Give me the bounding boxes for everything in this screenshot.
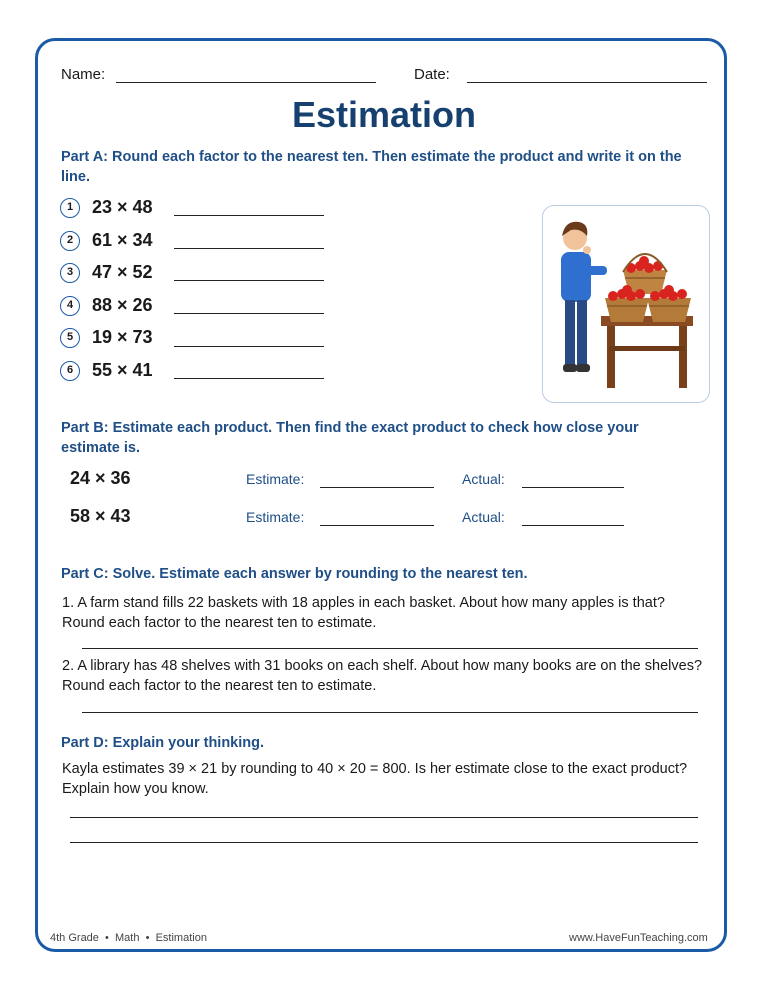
answer-line[interactable] — [174, 313, 324, 314]
bullet-separator-icon: • — [101, 932, 112, 944]
problem-number-badge: 5 — [60, 328, 80, 348]
problem-number-badge: 6 — [60, 361, 80, 381]
problem-number-badge: 2 — [60, 231, 80, 251]
estimate-label: Estimate: — [246, 509, 305, 525]
page-title: Estimation — [291, 94, 477, 135]
boy-with-apples-illustration — [542, 205, 710, 403]
part-b-instruction: Part B: Estimate each product. Then find the exact product to check how close your estimate is. — [61, 420, 639, 456]
footer-topic: Estimation — [155, 932, 207, 944]
explanation-line-1[interactable] — [70, 817, 698, 818]
word-problem-2: 2. A library has 48 shelves with 31 books on each shelf. About how many books are on the shelves? Round each factor to the nearest ten to estimate. — [62, 658, 703, 694]
part-a-instruction: Part A: Round each factor to the nearest ten. Then estimate the product and write it on the line. — [61, 149, 682, 185]
estimate-answer-line[interactable] — [320, 487, 434, 488]
date-field[interactable] — [467, 82, 707, 83]
actual-answer-line[interactable] — [522, 487, 624, 488]
answer-line[interactable] — [174, 215, 324, 216]
name-field[interactable] — [116, 82, 376, 83]
problem-expression: 55 × 41 — [92, 360, 153, 380]
problem-number-badge: 3 — [60, 263, 80, 283]
answer-line[interactable] — [174, 346, 324, 347]
footer-subject: Math — [115, 932, 140, 944]
answer-line[interactable] — [174, 280, 324, 281]
problem-expression: 61 × 34 — [92, 230, 153, 250]
date-label: Date: — [414, 66, 450, 83]
problem-expression: 47 × 52 — [92, 262, 153, 282]
footer-website: www.HaveFunTeaching.com — [569, 932, 708, 944]
word-problem-2-answer-line[interactable] — [82, 712, 698, 713]
problem-number-badge: 1 — [60, 198, 80, 218]
name-label: Name: — [61, 66, 106, 83]
problem-expression: 88 × 26 — [92, 295, 153, 315]
explanation-line-2[interactable] — [70, 842, 698, 843]
answer-line[interactable] — [174, 378, 324, 379]
problem-expression: 58 × 43 — [70, 506, 131, 526]
problem-expression: 24 × 36 — [70, 468, 131, 488]
actual-label: Actual: — [462, 509, 505, 525]
actual-answer-line[interactable] — [522, 525, 624, 526]
part-d-prompt: Kayla estimates 39 × 21 by rounding to 40 × 20 = 800. Is her estimate close to the exact product? Explain how you know. — [62, 761, 688, 797]
word-problem-1-answer-line[interactable] — [82, 648, 698, 649]
footer-breadcrumb — [50, 932, 207, 944]
bullet-separator-icon: • — [142, 932, 153, 944]
problem-number-badge: 4 — [60, 296, 80, 316]
footer-grade: 4th Grade — [50, 932, 99, 944]
actual-label: Actual: — [462, 471, 505, 487]
boy-apples-icon — [543, 206, 710, 403]
part-c-instruction: Part C: Solve. Estimate each answer by rounding to the nearest ten. — [61, 566, 528, 582]
estimate-label: Estimate: — [246, 471, 305, 487]
estimate-answer-line[interactable] — [320, 525, 434, 526]
answer-line[interactable] — [174, 248, 324, 249]
word-problem-1: 1. A farm stand fills 22 baskets with 18 apples in each basket. About how many apples is that? Round each factor to the nearest ten to estimate. — [62, 595, 665, 631]
problem-expression: 19 × 73 — [92, 327, 153, 347]
problem-expression: 23 × 48 — [92, 197, 153, 217]
part-d-instruction: Part D: Explain your thinking. — [61, 735, 265, 751]
